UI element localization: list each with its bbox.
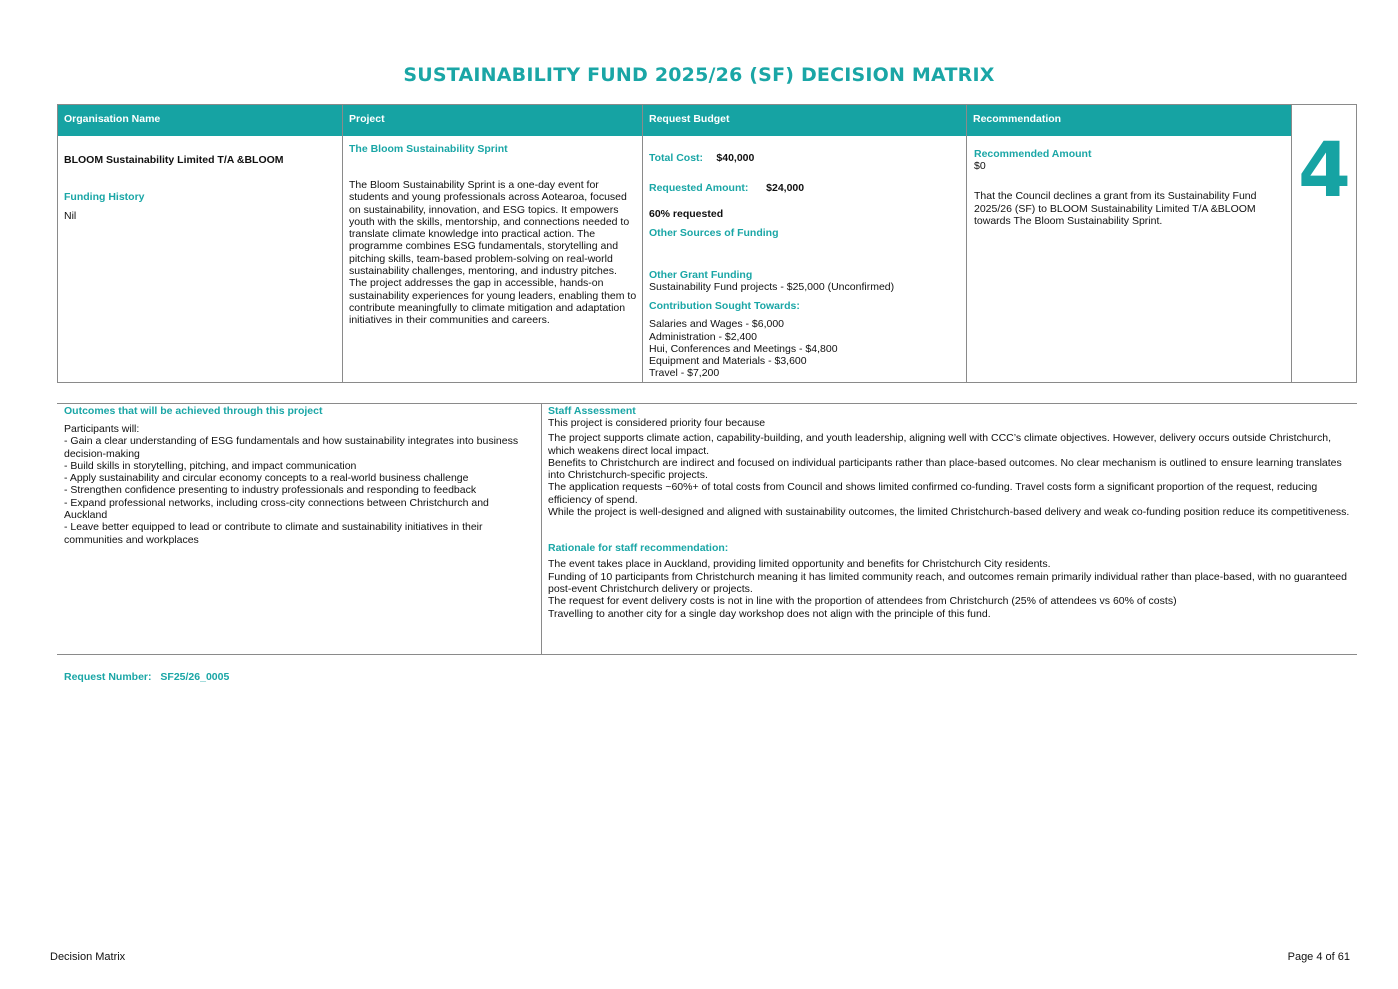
contribution-item: Travel - $7,200	[649, 367, 720, 380]
header-recommendation: Recommendation	[967, 105, 1292, 136]
rationale-label: Rationale for staff recommendation:	[548, 542, 729, 555]
outcome-item: - Build skills in storytelling, pitching, and impact communication	[64, 459, 357, 472]
staff-assessment-intro: This project is considered priority four because	[548, 417, 766, 429]
footer-page-number: Page 4 of 61	[1287, 951, 1350, 963]
funding-history-value: Nil	[64, 210, 77, 222]
staff-assessment-section	[548, 405, 1352, 620]
header-organisation: Organisation Name	[58, 105, 343, 136]
organisation-name: BLOOM Sustainability Limited T/A &BLOOM	[64, 154, 284, 166]
header-project: Project	[343, 105, 643, 136]
percent-requested: 60% requested	[649, 208, 724, 220]
request-number	[64, 667, 229, 685]
rationale-item: Travelling to another city for a single day workshop does not align with the principle of this fund.	[548, 607, 991, 620]
project-name: The Bloom Sustainability Sprint	[349, 143, 508, 155]
contribution-item: Salaries and Wages - $6,000	[649, 318, 785, 331]
outcome-item: - Expand professional networks, including cross-city connections between Christchurch and Auckland	[64, 496, 489, 522]
project-cell	[349, 143, 637, 327]
outcomes-section	[64, 405, 532, 546]
column-divider	[1291, 105, 1292, 382]
outcomes-intro: Participants will:	[64, 423, 140, 435]
rationale-item: Funding of 10 participants from Christchurch meaning it has limited community reach, and outcomes remain primarily individual rather than place-based, with no guaranteed post-event Christchurch delivery or projects.	[548, 570, 1347, 595]
outcome-item: - Strengthen confidence presenting to industry professionals and responding to feedback	[64, 484, 477, 497]
other-sources-label: Other Sources of Funding	[649, 227, 779, 239]
assessment-paragraph: Benefits to Christchurch are indirect and focused on individual participants rather than place-based outcomes. No clear mechanism is outlined to ensure learning translates into Christchurch-specific projects.	[548, 456, 1342, 482]
recommendation-cell	[974, 148, 1274, 227]
recommended-amount-label: Recommended Amount	[974, 148, 1092, 160]
recommendation-text: That the Council declines a grant from its Sustainability Fund 2025/26 (SF) to BLOOM Sustainability Limited T/A &BLOOM towards The Bloom Sustainability Sprint.	[974, 190, 1257, 227]
contribution-label: Contribution Sought Towards:	[649, 300, 800, 313]
other-grant-value: Sustainability Fund projects - $25,000 (Unconfirmed)	[649, 281, 895, 293]
header-budget: Request Budget	[643, 105, 967, 136]
footer-document-name: Decision Matrix	[50, 951, 126, 963]
staff-assessment-label: Staff Assessment	[548, 405, 636, 417]
assessment-paragraph: While the project is well-designed and aligned with sustainability outcomes, the limited Christchurch-based delivery and weak co-funding position reduce its competitiveness.	[548, 506, 1350, 519]
column-divider	[342, 105, 343, 382]
organisation-cell	[64, 154, 334, 222]
column-divider	[966, 105, 967, 382]
other-grant-label: Other Grant Funding	[649, 269, 753, 281]
total-cost-value: $40,000	[716, 152, 755, 164]
column-divider	[642, 105, 643, 382]
request-number-value: SF25/26_0005	[160, 671, 230, 683]
funding-history-label: Funding History	[64, 191, 145, 203]
page-title: SUSTAINABILITY FUND 2025/26 (SF) DECISION MATRIX	[403, 64, 995, 86]
assessment-section	[57, 403, 1357, 655]
contribution-item: Administration - $2,400	[649, 330, 757, 343]
requested-amount-label: Requested Amount:	[649, 182, 749, 194]
rationale-item: The event takes place in Auckland, providing limited opportunity and benefits for Christchurch City residents.	[548, 558, 1051, 571]
assessment-paragraph: The project supports climate action, capability-building, and youth leadership, aligning well with CCC’s climate objectives. However, delivery occurs outside Christchurch, which weakens direct local impact.	[548, 432, 1332, 457]
total-cost-label: Total Cost:	[649, 152, 704, 164]
outcomes-label: Outcomes that will be achieved through this project	[64, 405, 323, 417]
assessment-paragraph: The application requests ~60%+ of total costs from Council and shows limited confirmed co-funding. Travel costs form a significant proportion of the request, reducing efficiency of spend.	[548, 481, 1318, 506]
request-number-label: Request Number:	[64, 671, 152, 683]
budget-cell	[649, 148, 961, 380]
priority-number: 4	[1298, 125, 1351, 214]
section-divider	[541, 404, 542, 654]
recommended-amount-value: $0	[974, 160, 986, 172]
contribution-item: Hui, Conferences and Meetings - $4,800	[649, 342, 838, 355]
project-description: The Bloom Sustainability Sprint is a one-day event for students and young professionals across Aotearoa, focused on sustainability, innovation, and ESG topics. It empowers youth with the skills, mentorship, and connections needed to translate climate knowledge into practical action. The programme combines ESG fundamentals, storytelling and pitching skills, team-based problem-solving on real-world sustainability challenges, mentoring, and industry pitches. The project addresses the gap in accessible, hands-on sustainability experiences for young leaders, enabling them to contribute meaningfully to climate mitigation and adaptation initiatives in their communities and careers.	[349, 179, 637, 327]
outcome-item: - Leave better equipped to lead or contribute to climate and sustainability initiatives in their communities and workplaces	[64, 521, 483, 546]
outcome-item: - Apply sustainability and circular economy concepts to a real-world business challenge	[64, 472, 469, 485]
outcome-item: - Gain a clear understanding of ESG fundamentals and how sustainability integrates into business decision-making	[64, 435, 519, 460]
contribution-item: Equipment and Materials - $3,600	[649, 355, 807, 368]
rationale-item: The request for event delivery costs is not in line with the proportion of attendees from Christchurch (25% of attendees vs 60% of costs)	[548, 595, 1177, 608]
decision-table	[57, 104, 1357, 383]
contribution-list	[649, 318, 961, 379]
requested-amount-value: $24,000	[766, 182, 805, 194]
